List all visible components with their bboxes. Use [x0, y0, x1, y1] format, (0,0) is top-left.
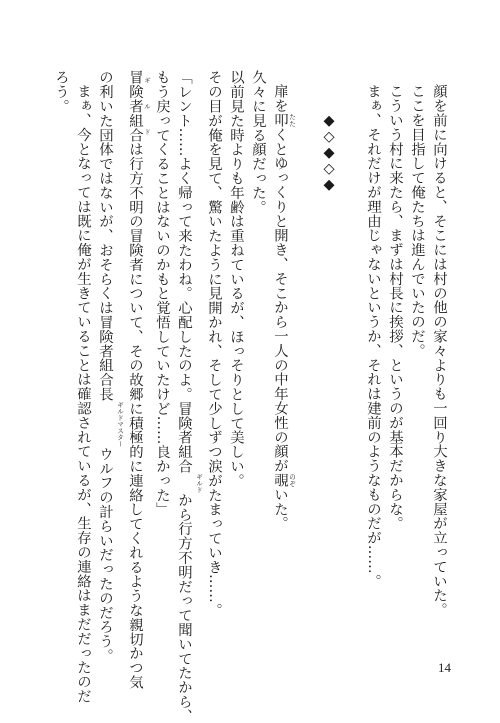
ruby-annotated-word [127, 70, 151, 142]
ruby-reading: ギルド [143, 70, 151, 142]
section-gap [340, 70, 362, 640]
ruby-annotated-word [97, 401, 124, 447]
ruby-annotated-word [272, 473, 296, 488]
ruby-annotated-word [272, 113, 296, 128]
text-line [94, 70, 124, 663]
ruby-reading: ギルドマスター [116, 401, 124, 447]
text-line [269, 70, 296, 654]
ruby-reading: ギルド [195, 473, 203, 493]
text-fragment: 「レント……よく帰って来たわね。心配したのよ。冒険者組合 [176, 70, 192, 474]
text-line: 顔を前に向けると、そこには村の他の家々よりも一回り大きな家屋が立っていた。 [431, 84, 447, 618]
text-line [124, 70, 151, 690]
text-fragment: くとゆっくりと開き、そこから一人の中年女性の顔が [272, 127, 288, 474]
text-fragment: は行方不明の冒険者について、その故郷に積極的に連絡してくれるような親切かつ気 [127, 142, 143, 690]
dialogue-line: もう戻ってくることはないのかもと覚悟していたけど……良かった」 [154, 70, 170, 517]
text-fragment: 扉を [272, 84, 288, 114]
text-fragment: から行方不明だって聞いてたから、 [176, 492, 192, 723]
text-line: まぁ、それだけが理由じゃないというか、それは建前のようなものだが……。 [365, 84, 381, 589]
ruby-base: 覗 [272, 473, 288, 488]
text-fragment: の利いた団体ではないが、おそらくは冒険者組合長 [97, 70, 113, 402]
ruby-annotated-word [176, 473, 203, 493]
text-line: こういう村に来たら、まずは村長に挨拶、というのが基本だからな。 [387, 84, 403, 531]
text-line: その目が俺を見て、驚いたように見開かれ、そして少しずつ涙がたまっていき……。 [206, 70, 222, 618]
text-fragment: ウルフの計らいだったのだろう。 [97, 446, 113, 663]
ruby-base: 冒険者組合 [127, 70, 143, 142]
text-line: まぁ、今となっては既に俺が生きていることは確認されているが、生存の連絡はまだだったのだ [75, 84, 91, 704]
text-line: 以前見た時よりも年齢は重ねているが、ほっそりとして美しい。 [228, 70, 244, 488]
section-gap [296, 70, 318, 640]
page-number: 14 [438, 660, 451, 675]
text-line: 久々に見る顔だった。 [250, 70, 266, 214]
section-break-ornament: ◆◇◆◇◆ [321, 113, 337, 194]
ruby-reading: たた [288, 113, 296, 128]
text-fragment: いた。 [272, 487, 288, 531]
text-line: ここを目指して俺たちは進んでいたのだ。 [409, 84, 425, 358]
ruby-reading: のぞ [288, 473, 296, 488]
text-line: ろう。 [53, 70, 69, 114]
ruby-base: 叩 [272, 113, 288, 128]
dialogue-line [173, 70, 203, 723]
